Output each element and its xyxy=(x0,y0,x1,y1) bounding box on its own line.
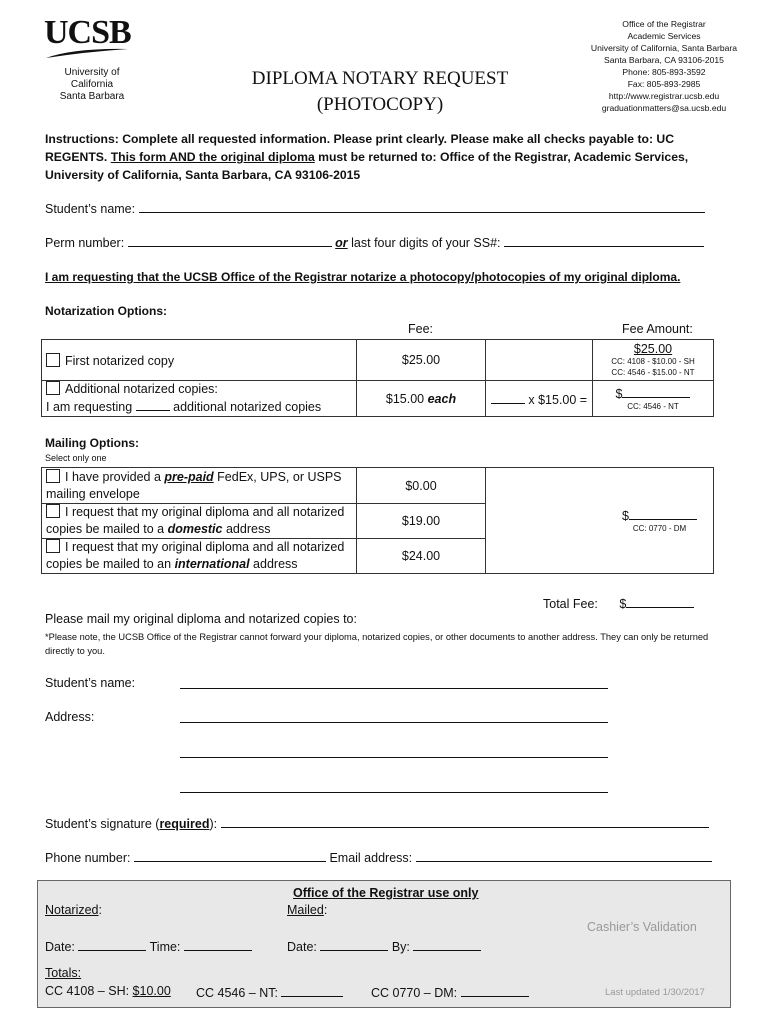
opt1-line2: mailing envelope xyxy=(46,486,140,501)
mailing-table xyxy=(41,467,714,574)
perm-number-field[interactable] xyxy=(128,234,332,247)
international-checkbox[interactable] xyxy=(46,539,60,553)
required-word: required xyxy=(159,817,210,831)
office-line: http://www.registrar.ucsb.edu xyxy=(608,91,720,101)
request-statement: I am requesting that the UCSB Office of the Registrar notarize a photocopy/photocopies of my original diploma. xyxy=(45,270,681,284)
opt2-line1: I request that my original diploma and all notarized xyxy=(65,505,345,519)
signature-label-end: ): xyxy=(209,817,218,831)
phone-label: Phone number: xyxy=(45,851,131,865)
university-line2: Santa Barbara xyxy=(59,91,125,102)
instructions-text-end: must be returned to: Office of the Registrar, Academic Services, University of California, Santa Barbara, CA 93106-2015 xyxy=(45,150,689,182)
mailing-cc: CC: 0770 - DM xyxy=(632,524,687,533)
mailing-amount-field[interactable] xyxy=(629,507,697,520)
mail-name-label: Student’s name: xyxy=(45,676,136,690)
first-copy-cell xyxy=(42,340,357,381)
office-line: Academic Services xyxy=(627,31,701,41)
mailing-option-domestic xyxy=(42,504,357,539)
title-line2: (PHOTOCOPY) xyxy=(316,94,444,115)
fee-amount-header: Fee Amount: xyxy=(622,322,693,336)
cc0770-field[interactable] xyxy=(461,984,529,997)
table-row xyxy=(42,468,714,504)
opt3-line1: I request that my original diploma and all notarized xyxy=(65,540,345,554)
university-name xyxy=(44,67,140,103)
mailing-heading: Mailing Options: xyxy=(45,436,139,450)
mailed-by-field[interactable] xyxy=(413,938,481,951)
opt2-bold: domestic xyxy=(167,522,223,536)
page-title xyxy=(200,66,560,118)
dollar-sign: $ xyxy=(619,597,627,611)
date-label: Date: xyxy=(287,940,317,954)
mailed-label: Mailed xyxy=(287,903,324,917)
office-line: Phone: 805-893-3592 xyxy=(622,67,706,77)
opt3-fee: $24.00 xyxy=(357,539,486,574)
additional-requesting-text: I am requesting xyxy=(46,400,136,414)
prepaid-checkbox[interactable] xyxy=(46,469,60,483)
office-line: Santa Barbara, CA 93106-2015 xyxy=(604,55,724,65)
notarized-time-field[interactable] xyxy=(184,938,252,951)
office-line: Fax: 805-893-2985 xyxy=(627,79,701,89)
student-name-row xyxy=(45,200,725,216)
university-line1: University of California xyxy=(64,67,120,90)
ss-digits-field[interactable] xyxy=(504,234,704,247)
email-label: Email address: xyxy=(325,851,413,865)
time-label: Time: xyxy=(146,940,181,954)
cc4108-label: CC 4108 – SH: xyxy=(45,984,133,998)
notarized-date-field[interactable] xyxy=(78,938,146,951)
mailed-row xyxy=(287,903,327,917)
cc4546-label: CC 4546 – NT: xyxy=(196,986,278,1000)
perm-label: Perm number: xyxy=(45,236,125,250)
totals-label: Totals: xyxy=(45,966,82,980)
by-label: By: xyxy=(388,940,410,954)
perm-row xyxy=(45,234,725,250)
additional-copies-cell xyxy=(42,381,357,417)
cc-4546: CC: 4546 - $15.00 - NT xyxy=(611,368,695,377)
first-amount-cell xyxy=(593,340,714,381)
mailing-option-prepaid xyxy=(42,468,357,504)
additional-amount-field[interactable] xyxy=(622,385,690,398)
total-fee-label: Total Fee: xyxy=(543,597,598,611)
additional-copies-text: additional notarized copies xyxy=(169,400,322,414)
table-row xyxy=(42,340,714,381)
dollar-sign: $ xyxy=(615,387,623,401)
additional-count-field[interactable] xyxy=(136,398,170,411)
cc0770-total xyxy=(371,984,529,1000)
domestic-checkbox[interactable] xyxy=(46,504,60,518)
address-label: Address: xyxy=(45,710,95,724)
cc0770-label: CC 0770 – DM: xyxy=(371,986,458,1000)
signature-label: Student’s signature ( xyxy=(45,817,160,831)
notarized-date-time xyxy=(45,938,252,954)
email-field[interactable] xyxy=(416,849,712,862)
instructions-text: Instructions: Complete all requested information. Please print clearly. Please make all checks payable to: UC REGENTS. xyxy=(45,132,674,164)
opt1-fee: $0.00 xyxy=(357,468,486,504)
table-row xyxy=(42,381,714,417)
notarized-label: Notarized xyxy=(45,903,99,917)
multiplier-text: x $15.00 = xyxy=(524,392,588,407)
phone-field[interactable] xyxy=(134,849,326,862)
cc4108-value: $10.00 xyxy=(132,984,171,998)
mailing-option-international xyxy=(42,539,357,574)
instructions-underlined: This form AND the original diploma xyxy=(110,150,315,164)
additional-copies-label: Additional notarized copies: xyxy=(65,382,218,396)
colon: : xyxy=(98,903,102,917)
mailed-date-by xyxy=(287,938,481,954)
contact-row xyxy=(45,849,725,865)
mail-to-heading: Please mail my original diploma and notarized copies to: xyxy=(45,612,357,626)
total-fee-field[interactable] xyxy=(626,595,694,608)
signature-field[interactable] xyxy=(221,815,709,828)
cc-4108: CC: 4108 - $10.00 - SH xyxy=(611,357,695,366)
signature-row xyxy=(45,815,725,831)
first-amount: $25.00 xyxy=(633,342,673,356)
opt1-text: I have provided a xyxy=(65,469,165,484)
mail-to-note: *Please note, the UCSB Office of the Registrar cannot forward your diploma, notarized copies, or other documents to another address. They can only be returned directly to you. xyxy=(45,632,709,656)
opt3-bold: international xyxy=(174,557,250,571)
student-name-label: Student’s name: xyxy=(45,202,136,216)
total-fee-row xyxy=(543,595,694,611)
logo-swoosh-icon xyxy=(44,46,130,60)
mailed-date-field[interactable] xyxy=(320,938,388,951)
office-use-heading: Office of the Registrar use only xyxy=(293,886,479,900)
additional-amount-cell xyxy=(593,381,714,417)
office-line: graduationmatters@sa.ucsb.edu xyxy=(601,103,727,113)
opt3-text-end: address xyxy=(249,557,298,571)
blank-cell xyxy=(486,340,593,381)
cashier-validation: Cashier’s Validation xyxy=(587,920,697,934)
opt3-text: copies be mailed to an xyxy=(46,557,175,571)
notarization-heading: Notarization Options: xyxy=(45,304,167,318)
colon: : xyxy=(323,903,328,917)
multiplier-cell xyxy=(486,381,593,417)
each-word: each xyxy=(427,391,457,406)
first-copy-label: First notarized copy xyxy=(65,353,175,368)
notarization-table xyxy=(41,339,714,417)
first-copy-checkbox[interactable] xyxy=(46,353,60,367)
additional-cc: CC: 4546 - NT xyxy=(627,402,679,411)
office-address xyxy=(580,18,748,114)
cc4546-field[interactable] xyxy=(281,984,343,997)
dollar-sign: $ xyxy=(622,509,629,523)
ucsb-logo: UCSB xyxy=(44,14,131,51)
opt2-fee: $19.00 xyxy=(357,504,486,539)
copies-count-field[interactable] xyxy=(491,391,525,404)
office-line: University of California, Santa Barbara xyxy=(590,43,738,53)
last-updated: Last updated 1/30/2017 xyxy=(605,987,705,998)
office-line: Office of the Registrar xyxy=(622,19,706,29)
additional-copies-checkbox[interactable] xyxy=(46,381,60,395)
mailing-amount-cell xyxy=(486,468,714,574)
address-line3-field[interactable] xyxy=(180,780,608,793)
address-line1-field[interactable] xyxy=(180,710,608,723)
notarized-row xyxy=(45,903,102,917)
cc4108-total xyxy=(45,984,171,998)
ss-label: last four digits of your SS#: xyxy=(347,236,501,250)
date-label: Date: xyxy=(45,940,75,954)
opt2-text-end: address xyxy=(222,522,271,536)
instructions xyxy=(45,130,725,184)
student-name-field[interactable] xyxy=(139,200,705,213)
or-word: or xyxy=(335,236,348,250)
mailing-subheading: Select only one xyxy=(45,453,107,463)
additional-fee: $15.00 xyxy=(385,391,425,406)
opt1-bold: pre-paid xyxy=(164,469,214,484)
fee-header: Fee: xyxy=(408,322,434,336)
additional-fee-cell xyxy=(357,381,486,417)
cc4546-total xyxy=(196,984,343,1000)
first-fee: $25.00 xyxy=(357,340,486,381)
title-line1: DIPLOMA NOTARY REQUEST xyxy=(251,68,509,89)
opt1-text-end: FedEx, UPS, or USPS xyxy=(213,469,342,484)
opt2-text: copies be mailed to a xyxy=(46,522,168,536)
address-line2-field[interactable] xyxy=(180,745,608,758)
mail-name-field[interactable] xyxy=(180,676,608,689)
